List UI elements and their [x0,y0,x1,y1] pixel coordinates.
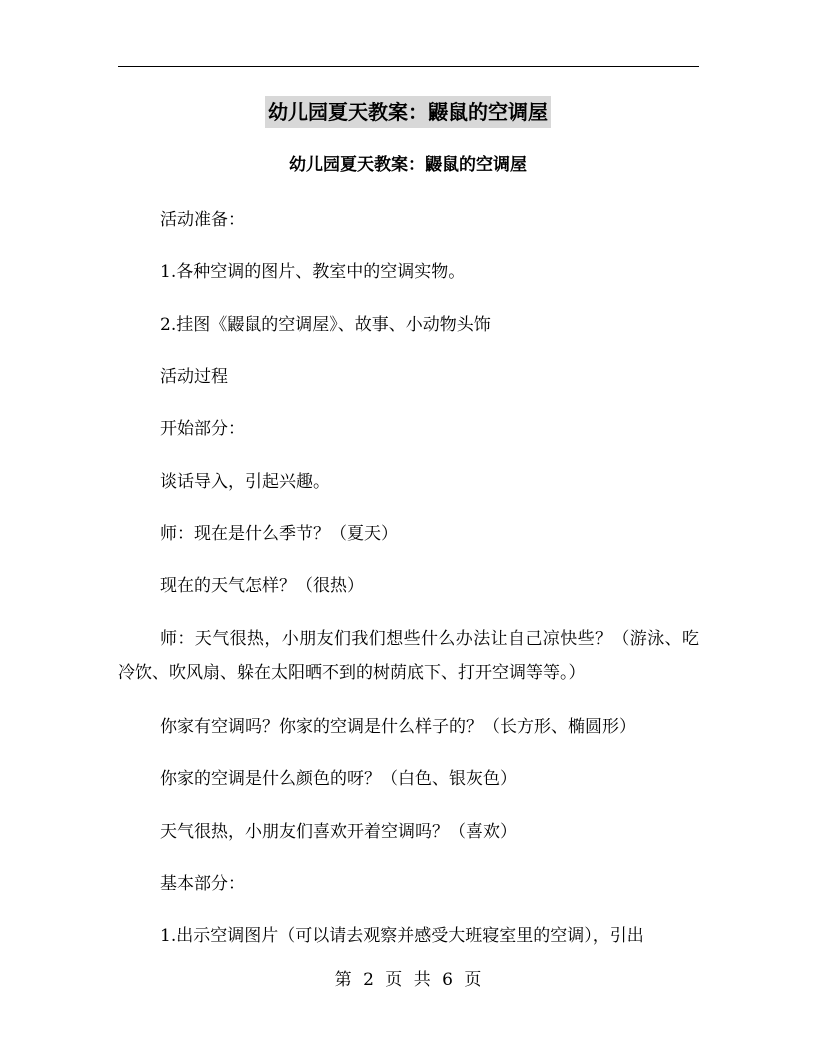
paragraph: 师：天气很热，小朋友们我们想些什么办法让自己凉快些？（游泳、吃冷饮、吹风扇、躲在太阳晒不到的树荫底下、打开空调等等。） [118,629,699,683]
paragraph: 1.出示空调图片（可以请去观察并感受大班寝室里的空调），引出 [160,926,644,946]
paragraph: 你家有空调吗？你家的空调是什么样子的？（长方形、椭圆形） [160,717,636,737]
paragraph: 活动准备： [160,210,245,230]
paragraph: 开始部分： [160,419,245,439]
paragraph: 你家的空调是什么颜色的呀？（白色、银灰色） [160,769,517,789]
paragraph: 基本部分： [160,874,245,894]
paragraph: 活动过程 [160,367,228,387]
running-header [0,96,816,128]
paragraph: 谈话导入，引起兴趣。 [160,472,330,492]
paragraph: 天气很热，小朋友们喜欢开着空调吗？（喜欢） [160,822,517,842]
paragraph: 师：现在是什么季节？（夏天） [160,524,398,544]
header-divider [118,66,699,67]
running-header-title: 幼儿园夏天教案：鼹鼠的空调屋 [265,96,551,128]
paragraph: 1.各种空调的图片、教室中的空调实物。 [160,262,466,282]
document-title: 幼儿园夏天教案：鼹鼠的空调屋 [289,155,527,175]
paragraph: 现在的天气怎样？（很热） [160,576,364,596]
page-number-footer: 第 2 页 共 6 页 [334,970,482,990]
paragraph: 2.挂图《鼹鼠的空调屋》、故事、小动物头饰 [160,315,491,335]
